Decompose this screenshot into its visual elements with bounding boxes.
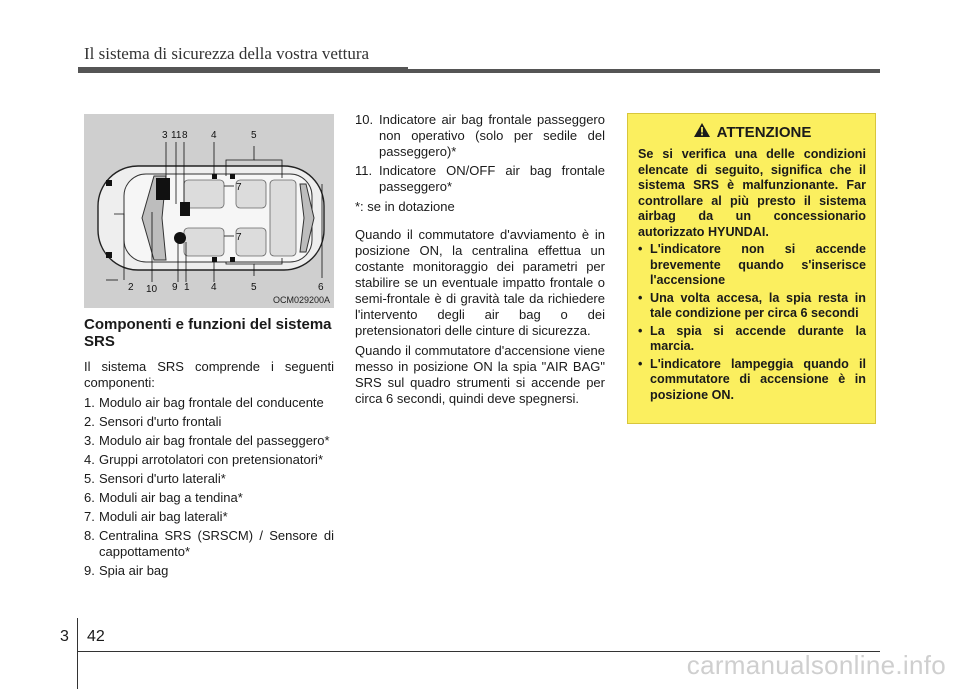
page-number: 42 (87, 628, 105, 645)
car-topview-illustration (84, 114, 334, 308)
page-header-title: Il sistema di sicurezza della vostra vettura (84, 44, 370, 63)
callout-5-bottom: 5 (251, 282, 257, 293)
list-item: 11. Indicatore ON/OFF air bag frontale passeggero* (355, 163, 605, 194)
list-item: 9. Spia air bag (84, 563, 169, 578)
warning-bullet: • L'indicatore non si accende brevemente quando s'inserisce l'accensione (638, 242, 866, 287)
section-title: Componenti e funzioni del sistema SRS (84, 316, 332, 350)
callout-8: 8 (182, 130, 188, 141)
callout-3: 3 (162, 130, 168, 141)
section-column-2 (355, 112, 605, 411)
paragraph-monitoring: Quando il commutatore d'avviamento è in posizione ON, la centralina effettua un costante monitoraggio dei parametri per stabilire se un eventuale impatto frontale o semi-frontale è di gravità tale da richiedere l'intervento degli air bag o dei pretensionatori delle cinture di sicurezza. (355, 227, 605, 338)
warning-bullets (638, 242, 866, 403)
callout-2: 2 (128, 282, 134, 293)
list-item: 10. Indicatore air bag frontale passeggero non operativo (solo per sedile del passeggero)* (355, 112, 605, 159)
component-list-continued (355, 112, 605, 195)
list-item: 7. Moduli air bag laterali* (84, 509, 228, 524)
figure-code: OCM029200A (272, 295, 330, 305)
component-list (84, 395, 334, 579)
paragraph-airbag-light: Quando il commutatore d'accensione viene messo in posizione ON la spia "AIR BAG" SRS sul quadro strumenti si accende per circa 6 secondi, quindi deve spegnersi. (355, 343, 605, 406)
warning-header (638, 122, 866, 143)
list-item: 4. Gruppi arrotolatori con pretensionatori* (84, 452, 324, 467)
warning-triangle-icon (693, 122, 711, 143)
warning-intro: Se si verifica una delle condizioni elencate di seguito, significa che il sistema SRS è malfunzionante. Far controllare al più presto il sistema airbag da un concessionario autorizzato HYUNDAI. (638, 147, 866, 239)
list-item: 6. Moduli air bag a tendina* (84, 490, 243, 505)
list-item: 5. Sensori d'urto laterali* (84, 471, 226, 486)
callout-4-bottom: 4 (211, 282, 217, 293)
callout-7-lower: 7 (236, 232, 242, 243)
list-item: 1. Modulo air bag frontale del conducente (84, 395, 324, 410)
callout-7-upper: 7 (236, 182, 242, 193)
warning-bullet: • La spia si accende durante la marcia. (638, 323, 866, 353)
warning-title: ATTENZIONE (716, 124, 812, 141)
list-item: 8. Centralina SRS (SRSCM) / Sensore di cappottamento* (84, 528, 334, 559)
chapter-number: 3 (60, 628, 69, 645)
callout-5-top: 5 (251, 130, 257, 141)
header-rule (78, 69, 880, 73)
callout-11: 11 (171, 130, 182, 141)
callout-10: 10 (146, 284, 158, 295)
section-intro: Il sistema SRS comprende i seguenti componenti: (84, 359, 334, 390)
callout-1: 1 (184, 282, 190, 293)
list-item: 2. Sensori d'urto frontali (84, 414, 222, 429)
footnote: *: se in dotazione (355, 199, 455, 214)
list-item: 3. Modulo air bag frontale del passeggero* (84, 433, 330, 448)
srs-components-figure (84, 114, 334, 308)
warning-body (638, 147, 866, 403)
callout-6: 6 (318, 282, 324, 293)
warning-bullet: • Una volta accesa, la spia resta in tale condizione per circa 6 secondi (638, 290, 866, 320)
section-column-1 (84, 316, 334, 582)
watermark: carmanualsonline.info (686, 650, 946, 680)
callout-9: 9 (172, 282, 178, 293)
warning-bullet: • L'indicatore lampeggia quando il commutatore di accensione è in posizione ON. (638, 356, 866, 402)
warning-box (627, 113, 876, 424)
callout-4-top: 4 (211, 130, 217, 141)
footer-vertical-rule (77, 618, 78, 689)
